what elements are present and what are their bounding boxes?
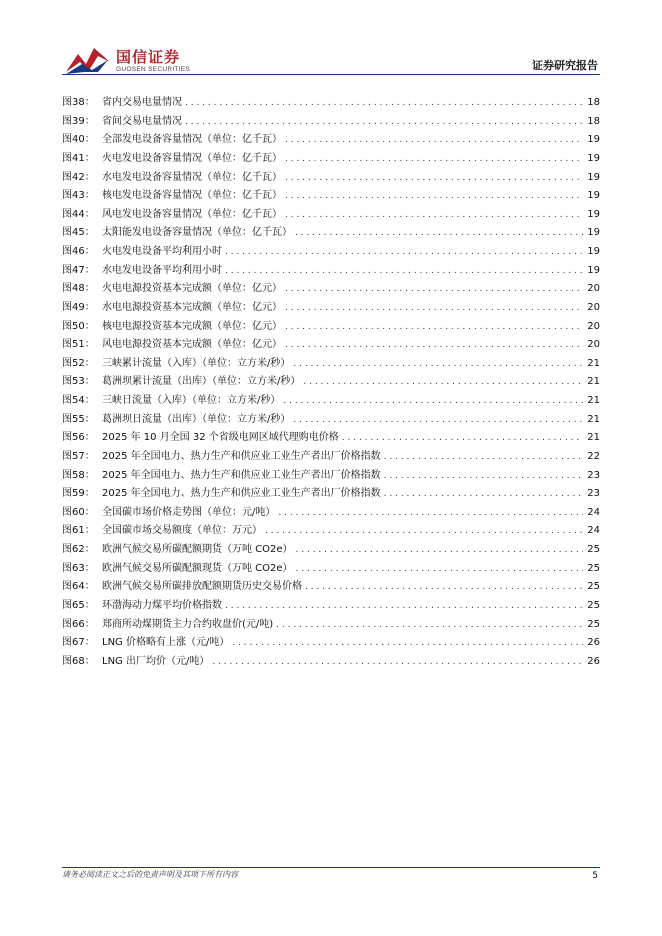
toc-figure-title: 2025 年全国电力、热力生产和供应业工业生产者出厂价格指数: [102, 450, 381, 462]
toc-page-number: 22: [587, 450, 600, 462]
toc-page-number: 20: [587, 283, 600, 295]
toc-entry[interactable]: [62, 113, 600, 132]
toc-leader-dots: [285, 318, 583, 337]
header-divider: [62, 74, 600, 75]
toc-page-number: 25: [587, 581, 600, 593]
toc-figure-label: 图52：: [62, 357, 95, 369]
footer-divider: [62, 867, 600, 868]
toc-page-number: 19: [587, 227, 600, 239]
toc-leader-dots: [225, 262, 583, 281]
toc-leader-dots: [278, 504, 583, 523]
toc-entry[interactable]: [62, 392, 600, 411]
page-number: 5: [592, 871, 598, 881]
report-type-title: 证券研究报告: [532, 59, 598, 72]
toc-leader-dots: [384, 485, 583, 504]
toc-entry[interactable]: [62, 206, 600, 225]
toc-leader-dots: [285, 299, 583, 318]
toc-page-number: 23: [587, 488, 600, 500]
toc-figure-label: 图49：: [62, 301, 95, 313]
toc-figure-label: 图57：: [62, 450, 95, 462]
toc-figure-title: 风电电源投资基本完成额（单位：亿元）: [102, 339, 282, 351]
toc-figure-title: 欧洲气候交易所碳配额期货（万吨 CO2e）: [102, 544, 293, 555]
toc-entry[interactable]: [62, 429, 600, 448]
toc-leader-dots: [232, 634, 583, 653]
toc-figure-label: 图42：: [62, 171, 95, 183]
toc-entry[interactable]: [62, 634, 600, 653]
toc-entry[interactable]: [62, 616, 600, 635]
toc-leader-dots: [212, 653, 583, 672]
toc-leader-dots: [285, 280, 583, 299]
toc-leader-dots: [225, 243, 583, 262]
logo-english-name: GUOSEN SECURITIES: [116, 66, 191, 73]
toc-figure-label: 图62：: [62, 544, 95, 555]
toc-page-number: 20: [587, 301, 600, 313]
toc-page-number: 19: [587, 152, 600, 164]
toc-page-number: 24: [587, 525, 600, 537]
toc-figure-label: 图45：: [62, 227, 95, 239]
toc-page-number: 26: [587, 637, 600, 649]
toc-leader-dots: [185, 94, 583, 113]
toc-figure-title: 欧洲气候交易所碳配额现货（万吨 CO2e）: [102, 562, 293, 574]
toc-entry[interactable]: [62, 467, 600, 486]
toc-figure-title: 核电发电设备容量情况（单位：亿千瓦）: [102, 190, 282, 202]
toc-figure-label: 图55：: [62, 413, 95, 425]
guosen-logo: [64, 42, 214, 76]
toc-entry[interactable]: [62, 169, 600, 188]
toc-page-number: 24: [587, 506, 600, 518]
toc-figure-title: 葛洲坝累计流量（出库）（单位：立方米/秒）: [102, 376, 301, 388]
toc-page-number: 19: [587, 190, 600, 202]
toc-figure-title: 全部发电设备容量情况（单位：亿千瓦）: [102, 134, 282, 146]
toc-page-number: 25: [587, 562, 600, 574]
toc-leader-dots: [342, 429, 583, 448]
toc-figure-title: 太阳能发电设备容量情况（单位：亿千瓦）: [102, 227, 292, 239]
toc-figure-title: 省间交易电量情况: [102, 115, 182, 127]
toc-figure-label: 图68：: [62, 655, 95, 667]
toc-figure-label: 图51：: [62, 339, 95, 351]
toc-page-number: 19: [587, 208, 600, 220]
toc-entry[interactable]: [62, 299, 600, 318]
toc-page-number: 25: [587, 599, 600, 611]
toc-entry[interactable]: [62, 243, 600, 262]
toc-figure-label: 图61：: [62, 525, 95, 537]
page-header: [0, 0, 662, 80]
toc-figure-label: 图46：: [62, 246, 95, 257]
toc-figure-label: 图39：: [62, 115, 95, 127]
toc-page-number: 23: [587, 469, 600, 481]
toc-figure-title: 火电发电设备平均利用小时: [102, 246, 222, 257]
toc-entry[interactable]: [62, 262, 600, 281]
toc-leader-dots: [265, 522, 583, 541]
toc-figure-title: 葛洲坝日流量（出库）（单位：立方米/秒）: [102, 413, 291, 425]
toc-entry[interactable]: [62, 504, 600, 523]
toc-entry[interactable]: [62, 355, 600, 374]
toc-figure-label: 图50：: [62, 320, 95, 332]
logo-chinese-name: 国信证券: [116, 48, 181, 66]
toc-figure-label: 图44：: [62, 208, 95, 220]
toc-figure-title: 水电发电设备容量情况（单位：亿千瓦）: [102, 171, 282, 183]
toc-figure-title: 核电电源投资基本完成额（单位：亿元）: [102, 320, 282, 332]
toc-figure-title: 水电电源投资基本完成额（单位：亿元）: [102, 301, 282, 313]
toc-entry[interactable]: [62, 131, 600, 150]
toc-leader-dots: [185, 113, 583, 132]
toc-page-number: 20: [587, 320, 600, 332]
toc-entry[interactable]: [62, 94, 600, 113]
toc-figure-title: 欧洲气候交易所碳排放配额期货历史交易价格: [102, 581, 302, 593]
toc-page-number: 19: [587, 171, 600, 183]
toc-page-number: 26: [587, 655, 600, 667]
toc-entry[interactable]: [62, 411, 600, 430]
toc-figure-label: 图63：: [62, 562, 95, 574]
toc-leader-dots: [285, 169, 583, 188]
toc-page-number: 19: [587, 246, 600, 257]
toc-figure-title: LNG 出厂均价（元/吨）: [102, 655, 210, 667]
guosen-logo-icon: [64, 42, 112, 76]
toc-figure-title: 三峡累计流量（入库）（单位：立方米/秒）: [102, 357, 291, 369]
toc-leader-dots: [285, 187, 583, 206]
toc-entry[interactable]: [62, 578, 600, 597]
toc-figure-label: 图67：: [62, 637, 95, 649]
toc-entry[interactable]: [62, 653, 600, 672]
toc-figure-title: 2025 年 10 月全国 32 个省级电网区域代理购电价格: [102, 432, 339, 444]
toc-leader-dots: [293, 355, 583, 374]
toc-leader-dots: [225, 597, 583, 616]
toc-entry[interactable]: [62, 560, 600, 579]
toc-leader-dots: [303, 373, 583, 392]
toc-leader-dots: [285, 206, 583, 225]
footer-disclaimer: 请务必阅读正文之后的免责声明及其项下所有内容: [62, 870, 238, 879]
toc-leader-dots: [285, 150, 583, 169]
toc-entry[interactable]: [62, 280, 600, 299]
toc-figure-title: LNG 价格略有上涨（元/吨）: [102, 637, 230, 649]
toc-leader-dots: [296, 560, 583, 579]
toc-figure-label: 图66：: [62, 618, 95, 630]
toc-figure-title: 全国碳市场交易额度（单位：万元）: [102, 525, 262, 537]
toc-page-number: 19: [587, 264, 600, 276]
toc-entry[interactable]: [62, 224, 600, 243]
toc-leader-dots: [285, 131, 583, 150]
toc-entry[interactable]: [62, 448, 600, 467]
toc-figure-label: 图59：: [62, 488, 95, 500]
toc-figure-label: 图47：: [62, 264, 95, 276]
toc-figure-label: 图58：: [62, 469, 95, 481]
toc-leader-dots: [305, 578, 583, 597]
toc-page-number: 18: [587, 115, 600, 127]
toc-figure-title: 火电发电设备容量情况（单位：亿千瓦）: [102, 152, 282, 164]
toc-figure-title: 2025 年全国电力、热力生产和供应业工业生产者出厂价格指数: [102, 488, 381, 500]
toc-page-number: 21: [587, 395, 600, 406]
toc-leader-dots: [384, 448, 583, 467]
toc-page-number: 21: [587, 432, 600, 444]
toc-leader-dots: [285, 336, 583, 355]
toc-figure-label: 图48：: [62, 283, 95, 295]
toc-figure-label: 图40：: [62, 134, 95, 146]
figure-list: [62, 94, 600, 671]
toc-figure-label: 图41：: [62, 152, 95, 164]
toc-leader-dots: [293, 411, 583, 430]
toc-figure-title: 全国碳市场价格走势图（单位：元/吨）: [102, 506, 276, 518]
toc-page-number: 21: [587, 413, 600, 425]
toc-figure-label: 图64：: [62, 581, 95, 593]
toc-page-number: 25: [587, 618, 600, 630]
toc-figure-label: 图54：: [62, 395, 95, 406]
toc-entry[interactable]: [62, 318, 600, 337]
toc-figure-title: 风电发电设备容量情况（单位：亿千瓦）: [102, 208, 282, 220]
toc-figure-label: 图38：: [62, 97, 95, 108]
toc-leader-dots: [296, 541, 583, 560]
toc-figure-title: 环渤海动力煤平均价格指数: [102, 599, 222, 611]
toc-entry[interactable]: [62, 336, 600, 355]
toc-entry[interactable]: [62, 187, 600, 206]
toc-entry[interactable]: [62, 373, 600, 392]
toc-figure-label: 图60：: [62, 506, 95, 518]
toc-leader-dots: [295, 224, 583, 243]
toc-figure-title: 省内交易电量情况: [102, 97, 182, 108]
toc-page-number: 25: [587, 544, 600, 555]
toc-figure-title: 郑商所动煤期货主力合约收盘价(元/吨): [102, 618, 274, 630]
toc-leader-dots: [276, 616, 583, 635]
toc-entry[interactable]: [62, 485, 600, 504]
toc-entry[interactable]: [62, 597, 600, 616]
toc-leader-dots: [384, 467, 583, 486]
toc-entry[interactable]: [62, 522, 600, 541]
toc-entry[interactable]: [62, 541, 600, 560]
toc-page-number: 21: [587, 376, 600, 388]
toc-figure-label: 图56：: [62, 432, 95, 444]
toc-figure-label: 图53：: [62, 376, 95, 388]
toc-figure-title: 水电发电设备平均利用小时: [102, 264, 222, 276]
toc-page-number: 18: [587, 97, 600, 108]
toc-figure-label: 图43：: [62, 190, 95, 202]
toc-figure-title: 火电电源投资基本完成额（单位：亿元）: [102, 283, 282, 295]
toc-leader-dots: [283, 392, 583, 411]
toc-figure-title: 2025 年全国电力、热力生产和供应业工业生产者出厂价格指数: [102, 469, 381, 481]
toc-page-number: 19: [587, 134, 600, 146]
toc-page-number: 21: [587, 357, 600, 369]
toc-figure-title: 三峡日流量（入库）（单位：立方米/秒）: [102, 395, 281, 406]
toc-page-number: 20: [587, 339, 600, 351]
toc-figure-label: 图65：: [62, 599, 95, 611]
toc-entry[interactable]: [62, 150, 600, 169]
